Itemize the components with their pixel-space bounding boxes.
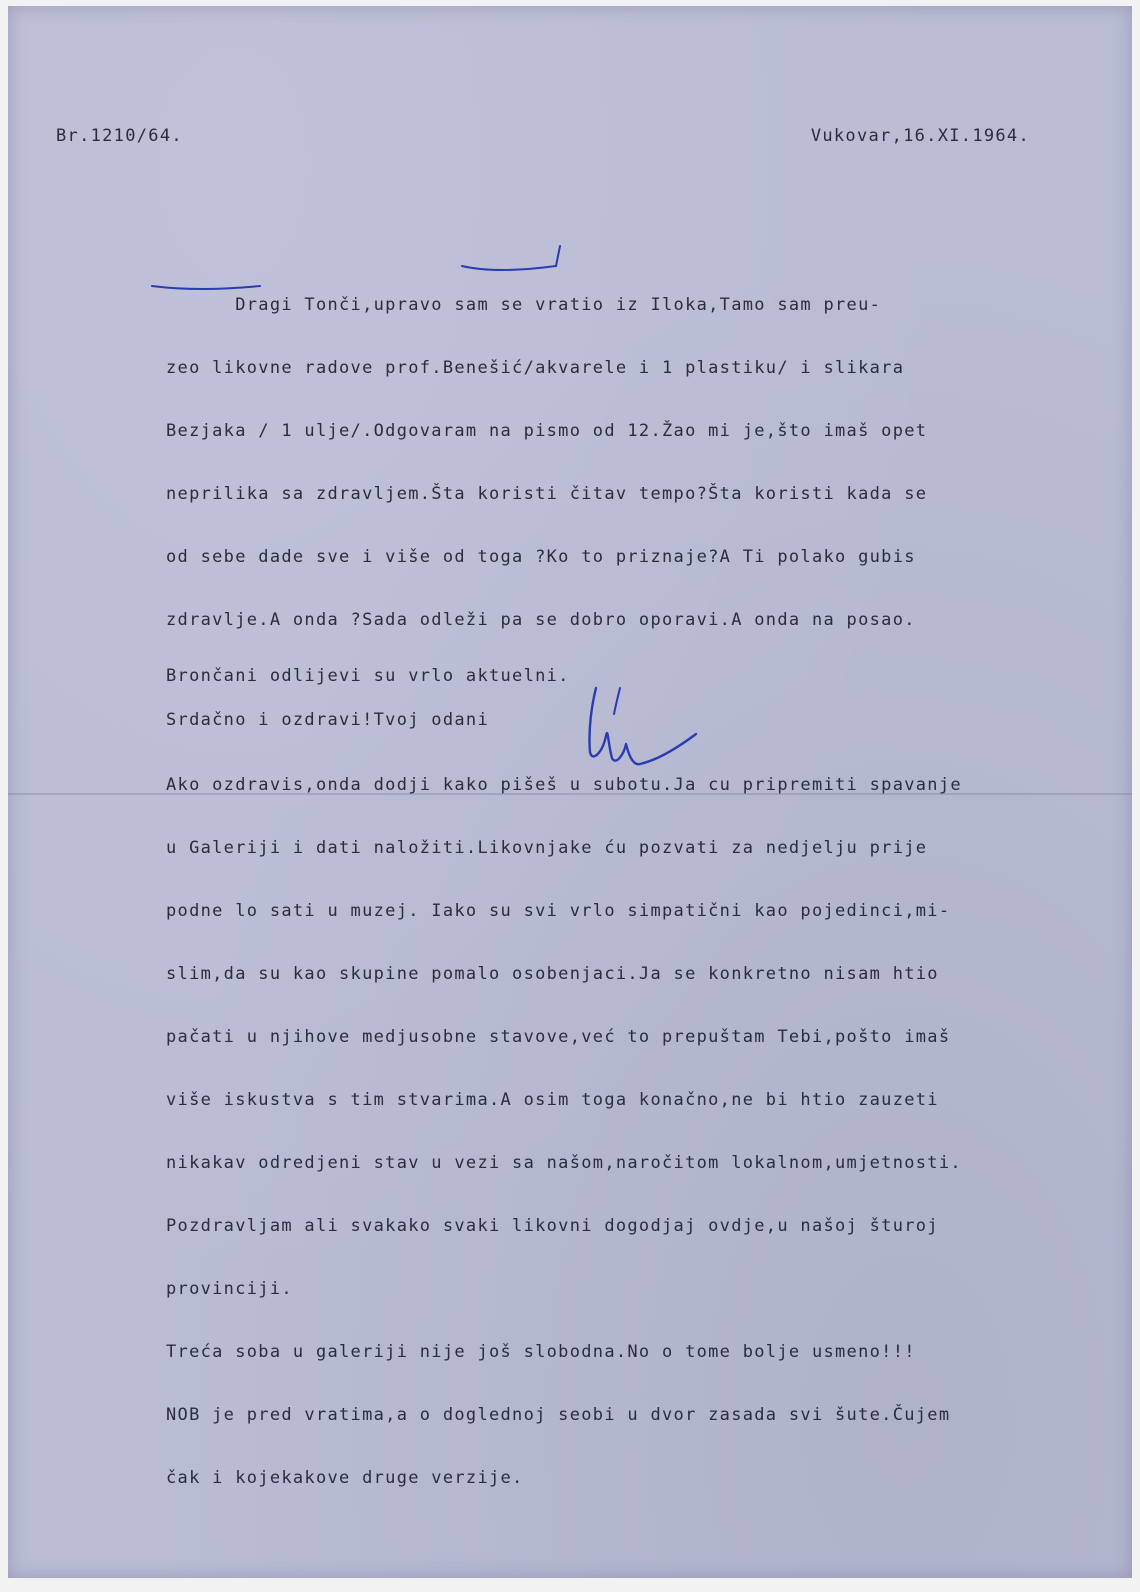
- text-line: Dragi Tonči,upravo sam se vratio iz Iloka,Tamo sam preu-: [166, 295, 882, 315]
- text-line: nikakav odredjeni stav u vezi sa našom,naročitom lokalnom,umjetnosti.: [166, 1153, 962, 1173]
- text-line: provinciji.: [166, 1279, 293, 1299]
- signoff-line: Srdačno i ozdravi!Tvoj odani: [166, 710, 489, 730]
- closing-line: Brončani odlijevi su vrlo aktuelni.: [166, 666, 570, 686]
- paragraph-2: [166, 734, 1106, 1530]
- letter-body: [166, 214, 1106, 1578]
- text-line: podne lo sati u muzej. Iako su svi vrlo simpatični kao pojedinci,mi-: [166, 901, 951, 921]
- text-line: čak i kojekakove druge verzije.: [166, 1468, 524, 1488]
- text-line: zeo likovne radove prof.Benešić/akvarele i 1 plastiku/ i slikara: [166, 358, 905, 378]
- text-line: u Galeriji i dati naložiti.Likovnjake ću pozvati za nedjelju prije: [166, 838, 928, 858]
- text-line: od sebe dade sve i više od toga ?Ko to priznaje?A Ti polako gubis: [166, 547, 916, 567]
- text-line: slim,da su kao skupine pomalo osobenjaci.Ja se konkretno nisam htio: [166, 964, 939, 984]
- text-line: NOB je pred vratima,a o doglednoj seobi u dvor zasada svi šute.Čujem: [166, 1405, 951, 1425]
- paragraph-1: [166, 254, 1106, 672]
- reference-number: Br.1210/64.: [56, 126, 183, 146]
- text-line: pačati u njihove medjusobne stavove,već to prepuštam Tebi,pošto imaš: [166, 1027, 951, 1047]
- place-date: Vukovar,16.XI.1964.: [810, 126, 1030, 146]
- text-line: Ako ozdravis,onda dodji kako pišeš u subotu.Ja cu pripremiti spavanje: [166, 775, 962, 795]
- text-line: Treća soba u galeriji nije još slobodna.No o tome bolje usmeno!!!: [166, 1342, 916, 1362]
- letter-sheet: [8, 6, 1132, 1578]
- text-line: više iskustva s tim stvarima.A osim toga konačno,ne bi htio zauzeti: [166, 1090, 939, 1110]
- text-line: neprilika sa zdravljem.Šta koristi čitav tempo?Šta koristi kada se: [166, 484, 928, 504]
- text-line: Bezjaka / 1 ulje/.Odgovaram na pismo od 12.Žao mi je,što imaš opet: [166, 421, 928, 441]
- text-line: zdravlje.A onda ?Sada odleži pa se dobro oporavi.A onda na posao.: [166, 610, 916, 630]
- handwritten-signature: [568, 674, 703, 779]
- text-line: Pozdravljam ali svakako svaki likovni dogodjaj ovdje,u našoj šturoj: [166, 1216, 939, 1236]
